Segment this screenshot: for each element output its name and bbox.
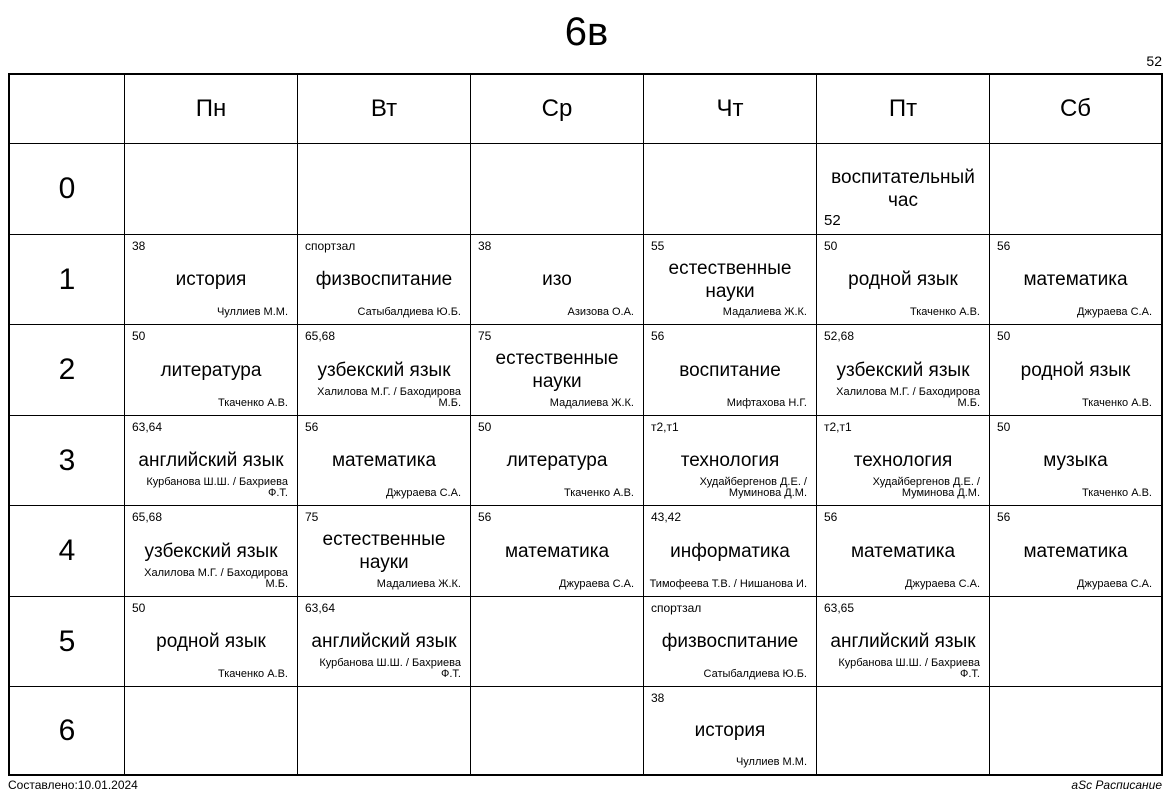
subject-name: математика xyxy=(1023,540,1128,562)
teacher-name: Курбанова Ш.Ш. / Бахриева Ф.Т. xyxy=(319,657,461,680)
teacher-name: Ткаченко А.В. xyxy=(218,668,288,680)
lesson-cell[interactable] xyxy=(644,325,817,416)
lesson-cell[interactable] xyxy=(125,416,298,506)
room-number: спортзал xyxy=(651,601,702,615)
lesson-cell[interactable] xyxy=(471,144,644,235)
period-label: 0 xyxy=(10,144,125,235)
lesson-cell[interactable] xyxy=(298,416,471,506)
teacher-name: Джураева С.А. xyxy=(386,487,461,499)
day-header: Ср xyxy=(471,75,644,144)
room-number: т2,т1 xyxy=(651,420,679,434)
subject-name: естественные науки xyxy=(322,529,446,573)
subject-name: физвоспитание xyxy=(661,631,799,652)
subject-name: естественные науки xyxy=(495,348,619,392)
room-number: 38 xyxy=(132,239,146,253)
room-number: 63,64 xyxy=(132,420,163,434)
teacher-name: Сатыбалдиева Ю.Б. xyxy=(357,306,461,318)
lesson-cell[interactable] xyxy=(990,416,1161,506)
period-label: 6 xyxy=(10,687,125,774)
lesson-cell[interactable] xyxy=(990,325,1161,416)
subject-name: история xyxy=(175,269,247,290)
lesson-cell[interactable] xyxy=(817,597,990,687)
subject-name: родной язык xyxy=(156,631,266,652)
room-number: 56 xyxy=(824,510,838,524)
day-header: Чт xyxy=(644,75,817,144)
teacher-name: Сатыбалдиева Ю.Б. xyxy=(703,668,807,680)
lesson-cell[interactable] xyxy=(990,144,1161,235)
teacher-name: Мифтахова Н.Г. xyxy=(726,397,807,409)
lesson-cell[interactable] xyxy=(817,416,990,506)
subject-name: математика xyxy=(504,540,610,562)
lesson-cell[interactable] xyxy=(817,687,990,774)
subject-name: музыка xyxy=(1043,450,1108,471)
lesson-cell[interactable] xyxy=(644,235,817,325)
subject-name: английский язык xyxy=(138,450,284,471)
corner-cell xyxy=(10,75,125,144)
teacher-name: Джураева С.А. xyxy=(559,578,634,590)
teacher-name: Джураева С.А. xyxy=(1077,306,1152,318)
teacher-name: Ткаченко А.В. xyxy=(910,306,980,318)
room-number: 38 xyxy=(651,691,665,705)
period-label: 5 xyxy=(10,597,125,687)
day-header: Сб xyxy=(990,75,1161,144)
room-number: 56 xyxy=(997,239,1011,253)
compiled-date: Составлено:10.01.2024 xyxy=(8,778,138,792)
lesson-cell[interactable] xyxy=(298,687,471,774)
subject-name: узбекский язык xyxy=(144,540,278,562)
lesson-cell[interactable] xyxy=(990,235,1161,325)
teacher-name: Халилова М.Г. / Баходирова М.Б. xyxy=(144,567,288,590)
room-number: 65,68 xyxy=(305,329,336,343)
subject-name: естественные науки xyxy=(668,257,792,302)
subject-name: родной язык xyxy=(848,269,958,290)
lesson-cell[interactable] xyxy=(990,597,1161,687)
teacher-name: Чуллиев М.М. xyxy=(735,756,807,768)
room-number: 63,65 xyxy=(824,601,855,615)
period-label: 3 xyxy=(10,416,125,506)
teacher-name: Худайбергенов Д.Е. / Муминова Д.М. xyxy=(699,476,807,499)
subject-name: воспитательный час xyxy=(831,167,975,211)
teacher-name: Худайбергенов Д.Е. / Муминова Д.М. xyxy=(872,476,980,499)
room-number: 56 xyxy=(997,510,1011,524)
lesson-cell[interactable] xyxy=(817,235,990,325)
room-number: 75 xyxy=(305,510,319,524)
teacher-name: Курбанова Ш.Ш. / Бахриева Ф.Т. xyxy=(838,657,980,680)
room-number: 65,68 xyxy=(132,510,163,524)
lesson-cell[interactable] xyxy=(125,144,298,235)
lesson-cell[interactable] xyxy=(644,416,817,506)
lesson-cell[interactable] xyxy=(471,597,644,687)
lesson-cell[interactable] xyxy=(471,416,644,506)
room-number: 52,68 xyxy=(824,329,855,343)
subject-name: физвоспитание xyxy=(315,269,453,290)
teacher-name: Чуллиев М.М. xyxy=(216,306,288,318)
lesson-cell[interactable] xyxy=(125,506,298,597)
lesson-cell[interactable] xyxy=(990,506,1161,597)
lesson-cell[interactable] xyxy=(644,597,817,687)
day-header: Пт xyxy=(817,75,990,144)
lesson-cell[interactable] xyxy=(125,325,298,416)
lesson-cell[interactable] xyxy=(298,144,471,235)
subject-name: математика xyxy=(850,540,956,562)
lesson-cell[interactable] xyxy=(125,235,298,325)
room-number: спортзал xyxy=(305,239,356,253)
lesson-cell[interactable] xyxy=(990,687,1161,774)
teacher-name: Мадалиева Ж.К. xyxy=(722,306,807,318)
lesson-cell[interactable] xyxy=(644,144,817,235)
room-number: 56 xyxy=(651,329,665,343)
teacher-name: Мадалиева Ж.К. xyxy=(376,578,461,590)
teacher-name: Мадалиева Ж.К. xyxy=(549,397,634,409)
subject-name: родной язык xyxy=(1020,359,1131,381)
teacher-name: Курбанова Ш.Ш. / Бахриева Ф.Т. xyxy=(146,476,288,499)
lesson-cell[interactable] xyxy=(298,235,471,325)
lesson-cell[interactable] xyxy=(644,506,817,597)
room-number: 50 xyxy=(997,329,1011,343)
room-number: 55 xyxy=(651,239,665,253)
subject-name: технология xyxy=(853,450,953,471)
lesson-cell[interactable] xyxy=(817,506,990,597)
subject-name: изо xyxy=(542,269,572,290)
lesson-cell[interactable] xyxy=(125,687,298,774)
subject-name: воспитание xyxy=(679,359,781,381)
lesson-cell[interactable] xyxy=(298,506,471,597)
lesson-cell[interactable] xyxy=(644,687,817,774)
subject-name: литература xyxy=(160,359,262,381)
room-number: 56 xyxy=(305,420,319,434)
room-number: 63,64 xyxy=(305,601,336,615)
day-header: Вт xyxy=(298,75,471,144)
room-number: 43,42 xyxy=(651,510,682,524)
subject-name: математика xyxy=(331,450,437,471)
teacher-name: Джураева С.А. xyxy=(905,578,980,590)
room-number: 75 xyxy=(478,329,492,343)
teacher-name: Тимофеева Т.В. / Нишанова И. xyxy=(649,578,807,590)
room-number: т2,т1 xyxy=(824,420,852,434)
lesson-cell[interactable] xyxy=(125,597,298,687)
teacher-name: Халилова М.Г. / Баходирова М.Б. xyxy=(836,386,980,409)
subject-name: математика xyxy=(1023,269,1128,290)
teacher-name: Ткаченко А.В. xyxy=(218,397,288,409)
subject-name: история xyxy=(694,720,766,741)
subject-name: английский язык xyxy=(830,631,976,652)
subject-name: литература xyxy=(506,450,608,471)
lesson-cell[interactable] xyxy=(471,687,644,774)
lesson-cell[interactable] xyxy=(298,325,471,416)
teacher-name: Ткаченко А.В. xyxy=(1082,397,1152,409)
period-label: 4 xyxy=(10,506,125,597)
teacher-name: Халилова М.Г. / Баходирова М.Б. xyxy=(317,386,461,409)
subject-name: информатика xyxy=(670,540,790,562)
subject-name: технология xyxy=(680,450,780,471)
teacher-name: Джураева С.А. xyxy=(1077,578,1152,590)
period-label: 2 xyxy=(10,325,125,416)
subject-name: узбекский язык xyxy=(317,359,451,381)
lesson-cell[interactable] xyxy=(817,325,990,416)
room-number: 56 xyxy=(478,510,492,524)
lesson-cell[interactable] xyxy=(471,325,644,416)
generator-credit: aSc Расписание xyxy=(1071,778,1162,792)
room-number: 50 xyxy=(478,420,492,434)
lesson-cell[interactable] xyxy=(471,235,644,325)
lesson-cell[interactable] xyxy=(298,597,471,687)
lesson-cell[interactable] xyxy=(817,144,990,235)
subject-name: узбекский язык xyxy=(836,359,970,381)
period-label: 1 xyxy=(10,235,125,325)
timetable-grid xyxy=(8,73,1163,776)
room-number: 52 xyxy=(824,212,841,229)
lesson-cell[interactable] xyxy=(471,506,644,597)
teacher-name: Азизова О.А. xyxy=(567,306,634,318)
room-number: 50 xyxy=(132,329,146,343)
subject-name: английский язык xyxy=(311,631,457,652)
room-number: 52 xyxy=(1146,53,1162,69)
room-number: 50 xyxy=(824,239,838,253)
room-number: 50 xyxy=(997,420,1011,434)
day-header: Пн xyxy=(125,75,298,144)
page-title: 6в xyxy=(564,10,609,54)
teacher-name: Ткаченко А.В. xyxy=(564,487,634,499)
room-number: 38 xyxy=(478,239,492,253)
room-number: 50 xyxy=(132,601,146,615)
teacher-name: Ткаченко А.В. xyxy=(1082,487,1152,499)
